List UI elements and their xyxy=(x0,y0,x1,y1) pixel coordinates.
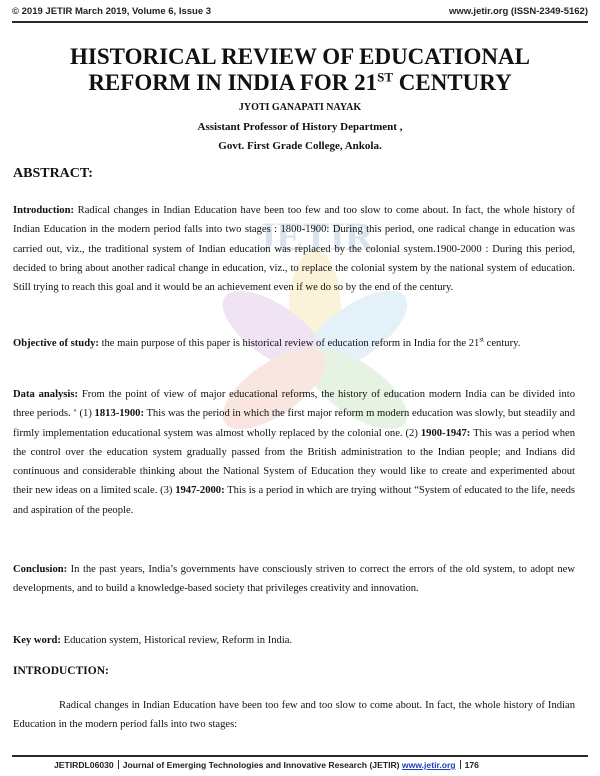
footer-page-number: 176 xyxy=(464,760,479,770)
abstract-introduction: Introduction: Radical changes in Indian Education have been too few and too slow to come about. In fact, the whole history of Indian Education in the modern period falls into two stages : 1800-1900: During this period, one radical change in education was carried out, viz., the traditional system of Indian education was replaced by the colonial system.1900-2000 : During this period, decided to bring about another radical change in education, viz., to replace the colonial system by the national system of education. Still trying to reach this goal and it would be an achievement even if we do so by the end of the century. xyxy=(13,205,575,294)
introduction-heading: INTRODUCTION: xyxy=(13,665,109,677)
page-footer xyxy=(54,760,479,770)
page-header xyxy=(12,6,588,17)
abstract-conclusion: Conclusion: In the past years, India’s governments have consciously striven to correct the errors of the old system, to adopt new developments, and to build a knowledge-based society that privileges creativity and innovation. xyxy=(13,564,575,595)
header-citation: © 2019 JETIR March 2019, Volume 6, Issue 3 xyxy=(12,6,212,17)
header-website: www.jetir.org (ISSN-2349-5162) xyxy=(448,6,588,17)
footer-paper-id: JETIRDL06030 xyxy=(54,760,114,770)
footer-rule xyxy=(12,755,588,757)
title-line-1: HISTORICAL REVIEW OF EDUCATIONAL xyxy=(70,44,530,69)
footer-journal-name: Journal of Emerging Technologies and Innovative Research (JETIR) xyxy=(122,760,400,770)
title-line-2: REFORM IN INDIA FOR 21ST CENTURY xyxy=(88,69,512,95)
watermark-text: JETIR xyxy=(256,214,374,259)
footer-separator xyxy=(460,760,461,769)
abstract-heading: ABSTRACT: xyxy=(13,166,93,181)
author-name: JYOTI GANAPATI NAYAK xyxy=(238,102,362,113)
footer-journal-link[interactable]: www.jetir.org xyxy=(401,760,456,770)
abstract-data-analysis: Data analysis: From the point of view of major educational reforms, the history of education modern India can be divided into three periods. ‘ (1) 1813-1900: This was the period in which the first major reform m modern education was slowly, but steadily and firmly implementation educational system was almost wholly replaced by the colonial one. (2) 1900-1947: This was a period when the control over the education system gradually passed from the British administration to the Indian people; and Indians did continuous and considerable thinking about the National System of Education they would like to create and experimented about their new ideas on a limited scale. (3) 1947-2000: This is a period in which are trying without “System of educated to the life, needs and aspiration of the people. xyxy=(13,389,575,516)
affiliation-position: Assistant Professor of History Department , xyxy=(197,121,403,133)
keywords: Key word: Education system, Historical review, Reform in India. xyxy=(13,635,293,646)
footer-separator xyxy=(118,760,119,769)
paper-title xyxy=(20,44,580,96)
header-rule xyxy=(12,21,588,23)
introduction-paragraph: Radical changes in Indian Education have been too few and too slow to come about. In fact, the whole history of Indian Education in the modern period falls into two stages: xyxy=(13,700,575,731)
abstract-objective: Objective of study: the main purpose of this paper is historical review of education reform in India for the 21st century. xyxy=(13,335,521,349)
affiliation-college: Govt. First Grade College, Ankola. xyxy=(218,140,382,152)
